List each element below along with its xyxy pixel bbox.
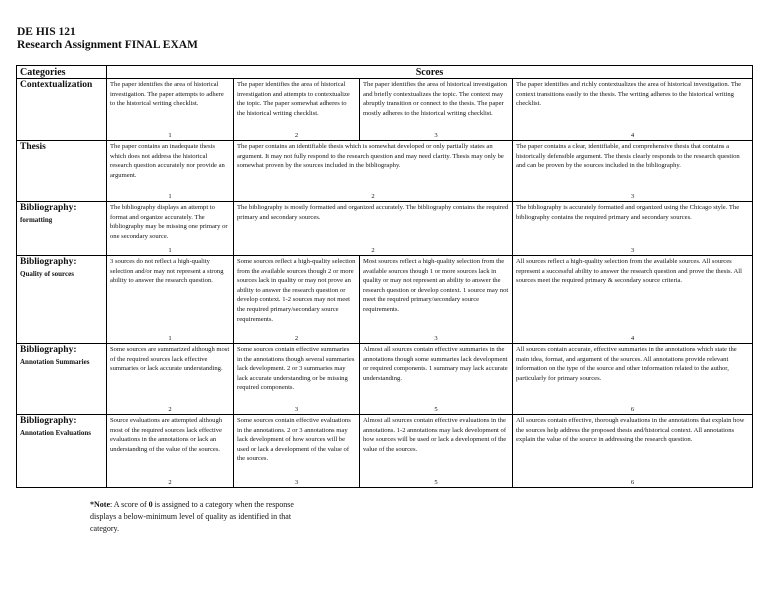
criterion-text: The bibliography is mostly formatted and organized accurately. The bibliography contains the required primary and secondary sources.: [237, 204, 509, 221]
criterion-text: The paper contains an identifiable thesis which is somewhat developed or only partially states an argument. It may not fully respond to the research question and may need clarity. Thesis may only be somewhat proven by the sources included in the bibliography.: [237, 143, 504, 170]
criterion-text: The paper identifies the area of historical investigation and attempts to contextualize the topic. The paper somewhat adheres to the historical writing checklist.: [237, 81, 350, 117]
score-cell: [513, 202, 753, 256]
score-cell: [513, 344, 753, 415]
score-cell: [360, 256, 513, 344]
score-cell: [513, 256, 753, 344]
score-value: 1: [168, 335, 172, 342]
score-value: 2: [168, 406, 172, 413]
score-value: 1: [168, 247, 172, 254]
course-code: DE HIS 121: [17, 26, 76, 38]
score-cell: [234, 141, 513, 202]
criterion-text: The paper identifies the area of historical investigation. The paper attempts to adhere to the historical writing checklist.: [110, 81, 224, 108]
score-value: 4: [630, 335, 635, 342]
exam-title: Research Assignment FINAL EXAM: [17, 39, 198, 51]
score-cell: [107, 202, 234, 256]
score-value: 6: [630, 406, 635, 413]
category-title: Bibliography:: [20, 416, 77, 426]
score-value: 2: [168, 479, 172, 486]
score-value: 3: [434, 335, 438, 342]
score-value: 2: [371, 247, 375, 254]
category-cell: [17, 415, 107, 488]
criterion-text: The paper contains an inadequate thesis which does not address the historical research question accurately nor provide an argument.: [110, 143, 225, 179]
criterion-text: The paper identifies and richly contextualizes the area of historical investigation. The context transitions easily to the thesis. The writing adheres to the historical writing checklist.: [516, 81, 742, 108]
criterion-text: The paper contains a clear, identifiable, and comprehensive thesis that contains a historically defensible argument. The thesis clearly responds to the research question and can be proven by the sources included in the bibliography.: [516, 143, 740, 170]
score-value: 1: [168, 193, 172, 200]
score-cell: [513, 141, 753, 202]
score-cell: [107, 141, 234, 202]
criterion-text: Almost all sources contain effective summaries in the annotations though some summaries lack development or required components. 1 summary may lack accurate understanding.: [363, 346, 508, 382]
score-value: 2: [294, 132, 299, 139]
score-cell: [360, 79, 513, 141]
rubric-row: [17, 79, 753, 141]
category-title: Contextualization: [20, 80, 93, 90]
score-cell: [513, 415, 753, 488]
criterion-text: Almost all sources contain effective evaluations in the annotations. 1-2 annotations may lack development of how sources will be used or lack a development of the value of the sources.: [363, 417, 507, 453]
category-subtitle: Quality of sources: [20, 270, 74, 278]
score-value: 3: [294, 479, 299, 486]
note-zero-score: 0: [148, 500, 153, 509]
score-cell: [107, 79, 234, 141]
score-value: 5: [434, 479, 438, 486]
category-cell: [17, 344, 107, 415]
score-cell: [234, 79, 360, 141]
score-value: 6: [630, 479, 635, 486]
categories-header: Categories: [17, 66, 107, 79]
score-value: 3: [294, 406, 299, 413]
score-cell: [107, 256, 234, 344]
criterion-text: All sources contain effective, thorough evaluations in the annotations that explain how the sources help address the proposed thesis and/historical context. All annotations explain the value of the source in addressing the research question.: [516, 417, 745, 444]
score-value: 3: [630, 247, 635, 254]
rubric-row: [17, 415, 753, 488]
score-cell: [234, 256, 360, 344]
category-title: Bibliography:: [20, 257, 77, 267]
category-cell: [17, 202, 107, 256]
criterion-text: The bibliography is accurately formatted and organized using the Chicago style. The bibliography contains the required primary and secondary sources.: [516, 204, 740, 221]
score-cell: [360, 415, 513, 488]
score-value: 1: [168, 132, 172, 139]
score-cell: [107, 344, 234, 415]
criterion-text: Some sources contain effective summaries in the annotations though several summaries lack development. 2 or 3 summaries may lack accurate understanding or be missing required components.: [237, 346, 355, 392]
criterion-text: The paper identifies the area of historical investigation and briefly contextualizes the topic. The context may abruptly transition or connect to the thesis. The paper mostly adheres to the historical writing checklist.: [363, 81, 508, 117]
criterion-text: The bibliography displays an attempt to format and organize accurately. The bibliography may be missing one primary or one secondary source.: [110, 204, 228, 240]
rubric-row: [17, 141, 753, 202]
score-cell: [234, 344, 360, 415]
criterion-text: Most sources reflect a high-quality selection from the available sources though 1 or more sources lack in quality or may not represent an ability to answer the research question or develop context. 1 source may not meet the required primary/secondary source requirements.: [363, 258, 509, 313]
category-cell: [17, 256, 107, 344]
note-suffix: is assigned to a category when the response displays a below-minimum level of quality as identified in that category.: [90, 500, 294, 533]
criterion-text: All sources reflect a high-quality selection from the available sources. All sources represent a successful ability to answer the research question and prove the thesis. All sources meet the required primary & secondary source criteria.: [516, 258, 742, 285]
score-value: 5: [434, 406, 438, 413]
rubric-row: [17, 202, 753, 256]
category-subtitle: Annotation Summaries: [20, 358, 90, 366]
criterion-text: Some sources are summarized although most of the required sources lack effective summaries or lack accurate understanding.: [110, 346, 230, 373]
score-value: 2: [371, 193, 375, 200]
scores-header: Scores: [107, 66, 753, 79]
rubric-row: [17, 344, 753, 415]
criterion-text: All sources contain accurate, effective summaries in the annotations which state the main idea, format, and argument of the sources. All annotations provide relevant information on the type of the source and other information related to the author, particularly for primary sources.: [516, 346, 737, 382]
header-row: [17, 66, 753, 79]
category-cell: [17, 141, 107, 202]
category-title: Thesis: [20, 142, 46, 152]
category-subtitle: formatting: [20, 216, 53, 224]
score-cell: [234, 202, 513, 256]
category-title: Bibliography:: [20, 203, 77, 213]
note: [90, 499, 320, 535]
category-subtitle: Annotation Evaluations: [20, 429, 91, 437]
score-value: 3: [434, 132, 438, 139]
document-title: [17, 26, 198, 52]
score-cell: [107, 415, 234, 488]
score-value: 2: [294, 335, 299, 342]
score-cell: [513, 79, 753, 141]
note-label: *Note: [90, 500, 110, 509]
criterion-text: Some sources contain effective evaluations in the annotations. 2 or 3 annotations may lack development of how sources will be used or lack a development of the value of the sources.: [237, 417, 351, 463]
score-cell: [234, 415, 360, 488]
score-value: 4: [630, 132, 635, 139]
score-cell: [360, 344, 513, 415]
rubric-table: [16, 65, 753, 488]
category-cell: [17, 79, 107, 141]
score-value: 3: [630, 193, 635, 200]
criterion-text: 3 sources do not reflect a high-quality selection and/or may not represent a strong ability to answer the research question.: [110, 258, 224, 285]
criterion-text: Some sources reflect a high-quality selection from the available sources though 2 or more sources lack in quality or may not prove an ability to answer the research question or develop context. 1-2 sources may not meet the required primary/secondary source requirements.: [237, 258, 356, 323]
category-title: Bibliography:: [20, 345, 77, 355]
note-prefix: : A score of: [110, 500, 149, 509]
rubric-row: [17, 256, 753, 344]
criterion-text: Source evaluations are attempted although most of the required sources lack effective evaluations in the annotations or lack an understanding of the value of the sources.: [110, 417, 223, 453]
